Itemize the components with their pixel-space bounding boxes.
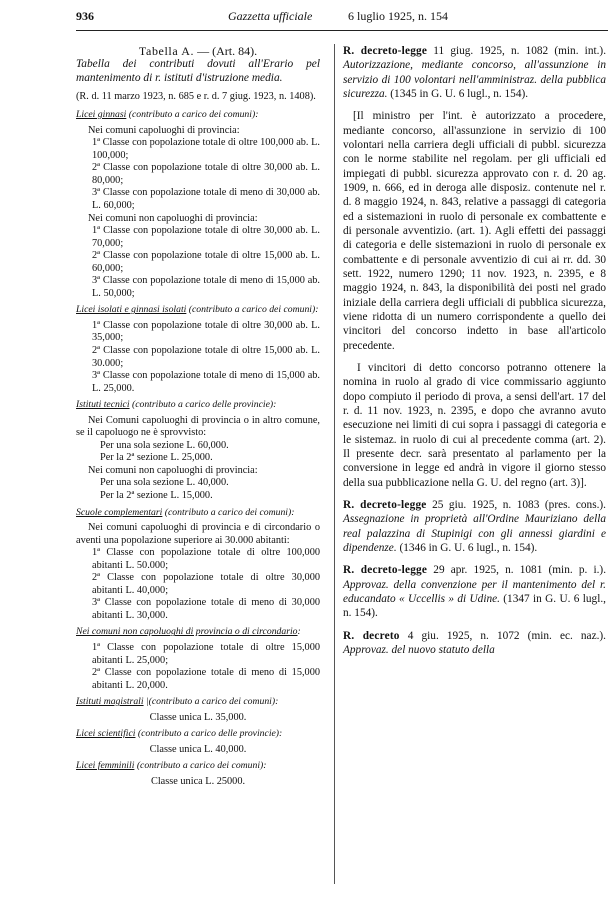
section-heading: Licei femminili (contributo a carico dei comuni):	[76, 760, 267, 772]
section-line: Per una sola sezione L. 60,000.	[100, 439, 229, 451]
section-line: Nei comuni capoluoghi di provincia e di circondario o aventi una popolazione superiore ai 30.000 abitanti:	[76, 522, 320, 546]
section-line: 3ª Classe con popolazione totale di meno di 30,000 ab. L. 60,000;	[92, 187, 320, 211]
section-line: Per la 2ª sezione L. 15,000.	[100, 490, 213, 501]
table-title: Tabella A. — (Art. 84).	[138, 44, 258, 58]
section-line: 2ª Classe con popolazione totale di oltre 30,000 abitanti L. 40,000;	[92, 572, 320, 596]
section-heading: Istituti tecnici (contributo a carico delle provincie):	[76, 399, 277, 411]
section-line: Classe unica L. 25000.	[150, 775, 246, 787]
section-line: Classe unica L. 40,000.	[149, 743, 247, 755]
section-line: 1ª Classe con popolazione totale di oltre 100,000 abitanti L. 50.000;	[92, 547, 320, 571]
section-line: 3ª Classe con popolazione totale di meno di 30,000 abitanti L. 30,000.	[92, 597, 320, 621]
section-heading: Scuole complementari (contributo a carico dei comuni):	[76, 506, 295, 518]
page-number: 936	[76, 9, 94, 23]
section-line: 2ª Classe con popolazione totale di oltre 15,000 ab. L. 60,000;	[92, 250, 320, 274]
header-rule	[76, 30, 608, 31]
section-heading: Istituti magistrali |(contributo a carico dei comuni):	[76, 696, 279, 708]
right-column	[343, 44, 606, 665]
page-header	[76, 6, 596, 26]
table-description: Tabella dei contributi dovuti all'Erario pel mantenimento di r. istituti d'istruzione media.	[76, 58, 320, 84]
section-line: 2ª Classe con popolazione totale di meno di 15,000 abitanti L. 20,000.	[92, 667, 320, 691]
section-line: Nei comuni non capoluoghi di provincia:	[88, 464, 258, 476]
section-line: 1ª Classe con popolazione totale di oltre 30,000 ab. L. 35,000;	[92, 319, 320, 344]
gazette-title: Gazzetta ufficiale	[228, 9, 313, 23]
section-line: Nei comuni capoluoghi di provincia:	[88, 124, 240, 136]
section-line: Nei comuni non capoluoghi di provincia:	[88, 212, 258, 224]
section-line: Classe unica L. 35,000.	[149, 711, 247, 723]
decree-entry: R. decreto-legge 11 giug. 1925, n. 1082 (min. int.). Autorizzazione, mediante concorso, all'assunzione in servizio di 100 volontari nell'amministraz. della pubblica sicurezza. (1345 in G. U. 6 lugl., n. 154).	[343, 45, 607, 100]
legal-reference: (R. d. 11 marzo 1923, n. 685 e r. d. 7 giug. 1923, n. 1408).	[76, 90, 316, 102]
section-line: Nei Comuni capoluoghi di provincia o in altro comune, se il capoluogo ne è sprovvisto:	[76, 414, 320, 439]
section-line: 2ª Classe con popolazione totale di oltre 15,000 ab. L. 30.000;	[92, 344, 320, 369]
section-heading: Licei ginnasi (contributo a carico dei comuni):	[76, 109, 259, 121]
column-divider	[334, 44, 335, 884]
section-line: Per una sola sezione L. 40,000.	[100, 477, 229, 489]
section-line: 1ª Classe con popolazione totale di oltre 30,000 ab. L. 70,000;	[92, 225, 320, 249]
section-line: 3ª Classe con popolazione totale di meno di 15,000 ab. L. 25,000.	[92, 370, 320, 394]
left-column	[76, 44, 320, 788]
section-line: Per la 2ª sezione L. 25,000.	[100, 452, 213, 464]
decree-entry: R. decreto-legge 25 giu. 1925, n. 1083 (pres. cons.). Assegnazione in proprietà all'Ordine Mauriziano della real palazzina di Stupinigi con gli annessi giardini e dipendenze. (1346 in G. U. 6 lugl., n. 154).	[343, 499, 606, 555]
section-heading: Licei isolati e ginnasi isolati (contributo a carico dei comuni):	[76, 304, 319, 316]
section-heading: Licei scientifici (contributo a carico delle provincie):	[76, 728, 283, 740]
section-line: 1ª Classe con popolazione totale di oltre 100,000 ab. L. 100,000;	[92, 137, 320, 161]
decree-note: [Il ministro per l'int. è autorizzato a procedere, mediante concorso, all'assunzione in servizio di 100 volontari nella carriera degli ufficiali di pubbl. sicurezza con le norme stabilite nel regolam. per gli ufficiali ed impiegati di pubbl. sicurezza approvato con r. d. 20 ag. 1909, n. 666, ed in deroga alle disposiz. contenute nel r. d. 8 maggio 1924, n. 843, relative a passaggi di categoria ed a sistemazioni in ruolo di personale ex combattente e di personale avventizio. (art. 1). Agli effetti dei passaggi di categoria e delle sistemazioni in ruolo di personale ex combattente e di personale avventizio di cui ai rr. dd. 30 sett. 1922, numero 1290; 11 nov. 1923, n. 2395, e 8 maggio 1924, n. 843, la disponibilità dei posti nel grado iniziale della carriera degli ufficiali di pubblica sicurezza, viene ridotta di un numero corrispondente a quello dei vincitori del concorso indetto in base all'articolo precedente.	[343, 110, 606, 352]
decree-entry: R. decreto-legge 29 apr. 1925, n. 1081 (min. p. i.). Approvaz. della convenzione per il mantenimento del r. educandato « Uccellis » di Udine. (1347 in G. U. 6 lugl., n. 154).	[343, 564, 607, 620]
section-heading: Nei comuni non capoluoghi di provincia o di circondario:	[76, 626, 301, 638]
decree-note: I vincitori di detto concorso potranno ottenere la nomina in ruolo al grado di vice commissario aggiunto dopo compiuto il periodo di prova, a sensi dell'art. 17 del r. d. 11 nov. 1923, n. 2395, e dopo che avranno avuto esecuzione nei limiti di cui sopra i passaggi di categoria e le sistemaz. in ruolo di cui al precedente comma (art. 2). Il presente decr. sarà presentato al parlamento per la conversione in legge ed andrà in vigore il giorno stesso della sua pubblicazione nella G. U. del regno (art. 3)].	[343, 362, 606, 489]
section-line: 2ª Classe con popolazione totale di oltre 30,000 ab. L. 80,000;	[92, 162, 320, 186]
issue-date: 6 luglio 1925, n. 154	[348, 9, 449, 23]
decree-entry: R. decreto 4 giu. 1925, n. 1072 (min. ec. naz.). Approvaz. del nuovo statuto della	[343, 629, 606, 656]
section-line: 1ª Classe con popolazione totale di oltre 15,000 abitanti L. 25,000;	[92, 642, 320, 666]
section-line: 3ª Classe con popolazione totale di meno di 15,000 ab. L. 50,000;	[92, 275, 320, 299]
